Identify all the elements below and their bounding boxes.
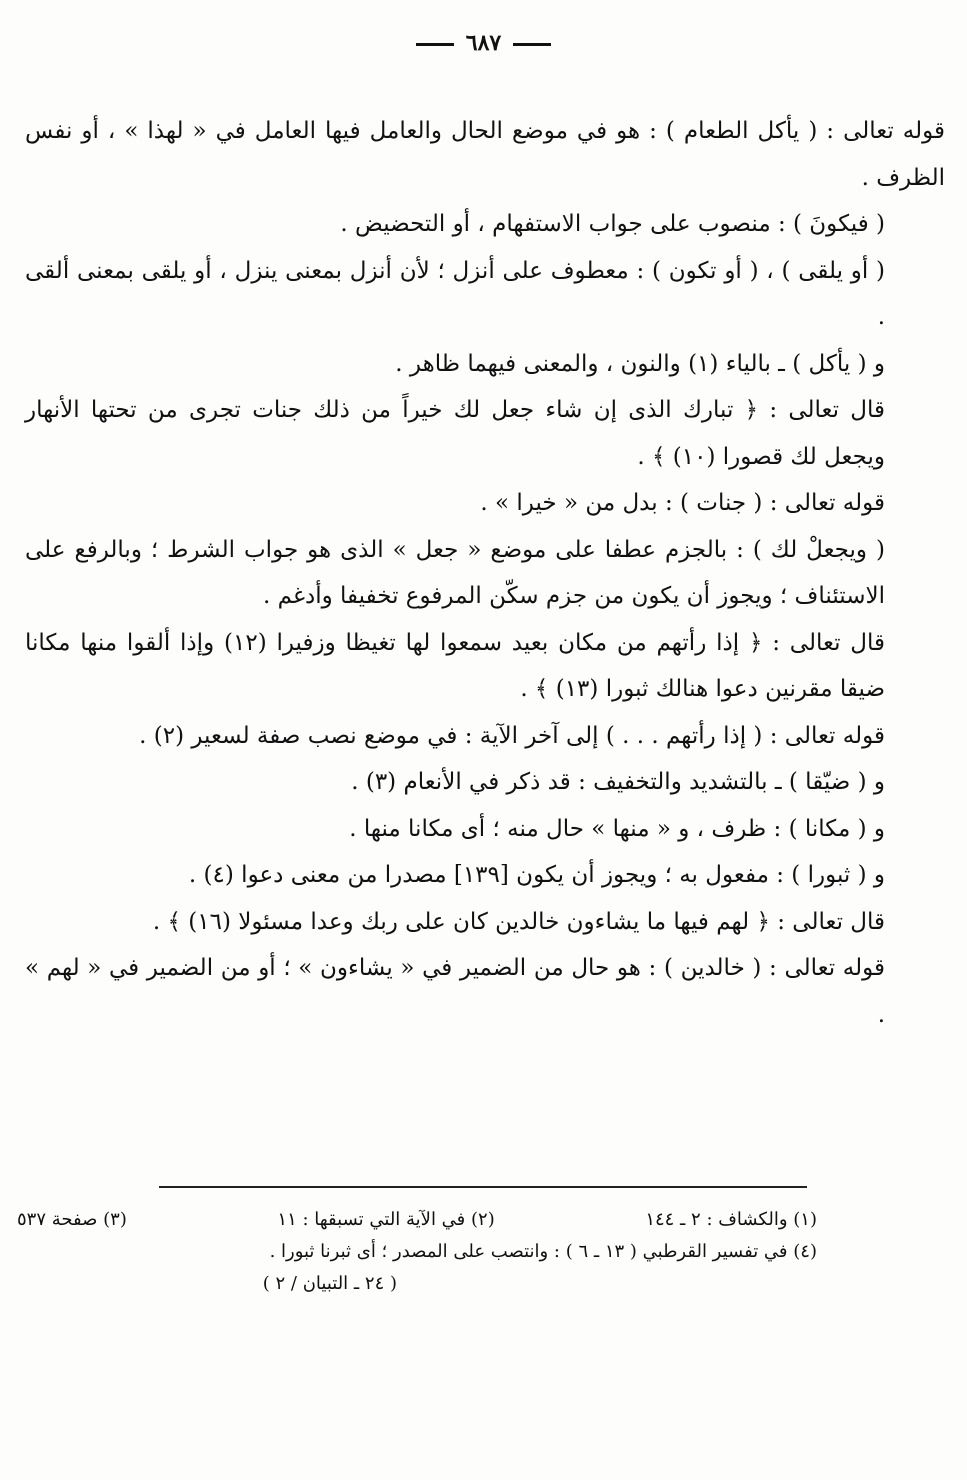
footnote-separator bbox=[159, 1186, 807, 1188]
paragraph: و ( مكانا ) : ظرف ، و « منها » حال منه ؛ أى مكانا منها . bbox=[349, 815, 885, 842]
paragraph: قال تعالى : ﴿ لهم فيها ما يشاءون خالدين كان على ربك وعدا مسئولا (١٦) ﴾ . bbox=[152, 908, 885, 935]
source-reference: ( ٢٤ ـ التبيان / ٢ ) bbox=[262, 1273, 397, 1294]
footnotes bbox=[17, 1204, 817, 1300]
paragraph: قوله تعالى : ( إذا رأتهم . . . ) إلى آخر الآية : في موضع نصب صفة لسعير (٢) . bbox=[139, 722, 885, 749]
paragraph: و ( ثبورا ) : مفعول به ؛ ويجوز أن يكون [١٣٩] مصدرا من معنى دعوا (٤) . bbox=[188, 862, 885, 888]
paragraph: ( ويجعلْ لك ) : بالجزم عطفا على موضع « جعل » الذى هو جواب الشرط ؛ وبالرفع على الاستئناف ؛ ويجوز أن يكون من جزم سكّن المرفوع تخفيفا وأدغم . bbox=[25, 536, 885, 609]
footnote-4: (٤) في تفسير القرطبي ( ١٣ ـ ٦ ) : وانتصب على المصدر ؛ أى ثبرنا ثبورا . bbox=[269, 1241, 817, 1262]
paragraph: قوله تعالى : ( جنات ) : بدل من « خيرا » . bbox=[480, 490, 885, 516]
paragraph: ( أو يلقى ) ، ( أو تكون ) : معطوف على أنزل ؛ لأن أنزل بمعنى ينزل ، أو يلقى بمعنى ألقى . bbox=[25, 257, 885, 330]
page-number-dash bbox=[416, 43, 454, 46]
page-number-dash bbox=[513, 43, 551, 46]
paragraph: قال تعالى : ﴿ تبارك الذى إن شاء جعل لك خيراً من ذلك جنات تجرى من تحتها الأنهار ويجعل لك قصورا (١٠) ﴾ . bbox=[25, 397, 885, 470]
paragraph: قال تعالى : ﴿ إذا رأتهم من مكان بعيد سمعوا لها تغيظا وزفيرا (١٢) وإذا ألقوا منها مكانا ضيقا مقرنين دعوا هنالك ثبورا (١٣) ﴾ . bbox=[25, 629, 885, 702]
footnote-2: (٢) في الآية التي تسبقها : ١١ bbox=[277, 1209, 495, 1230]
page-number-text: ٦٨٧ bbox=[465, 30, 502, 56]
footnote-3: (٣) صفحة ٥٣٧ bbox=[17, 1209, 127, 1230]
paragraph: و ( ضيّقا ) ـ بالتشديد والتخفيف : قد ذكر في الأنعام (٣) . bbox=[351, 769, 885, 795]
paragraph: و ( يأكل ) ـ بالياء (١) والنون ، والمعنى فيهما ظاهر . bbox=[395, 350, 885, 377]
paragraph: قوله تعالى : ( يأكل الطعام ) : هو في موضع الحال والعامل فيها العامل في « لهذا » ، أو نفس الظرف . bbox=[25, 118, 945, 191]
paragraph: ( فيكونَ ) : منصوب على جواب الاستفهام ، أو التحضيض . bbox=[340, 211, 885, 237]
page-number bbox=[0, 30, 967, 56]
footnote-1: (١) والكشاف : ٢ ـ ١٤٤ bbox=[645, 1209, 817, 1230]
paragraph: قوله تعالى : ( خالدين ) : هو حال من الضمير في « يشاءون » ؛ أو من الضمير في « لهم » . bbox=[25, 955, 885, 1028]
main-text bbox=[25, 108, 945, 1038]
footnote-row bbox=[17, 1204, 817, 1236]
